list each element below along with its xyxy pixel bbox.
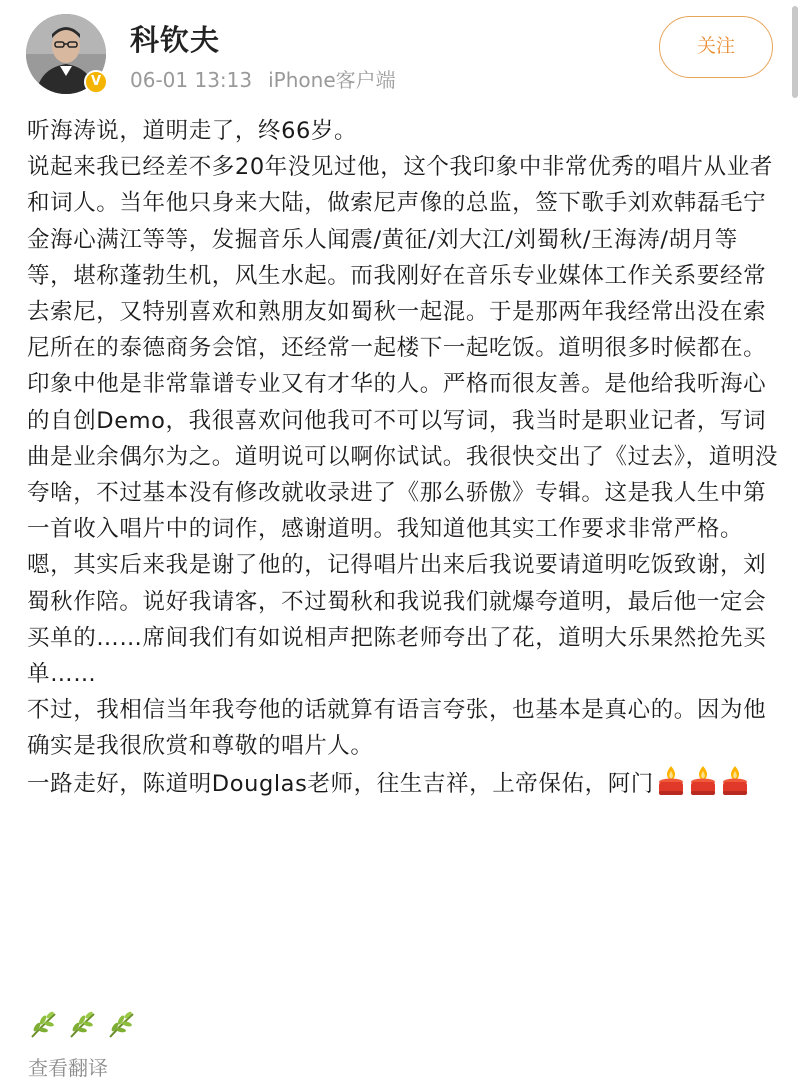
candle-icon xyxy=(656,765,686,797)
post-paragraph: 不过，我相信当年我夸他的话就算有语言夸张，也基本是真心的。因为他确实是我很欣赏和尊敬的唱片人。 xyxy=(27,697,767,760)
candle-icon xyxy=(720,765,750,797)
olive-branch-icon xyxy=(106,1010,136,1040)
author-name[interactable]: 科钦夫 xyxy=(130,23,221,57)
post-paragraph-text: 一路走好，陈道明Douglas老师，往生吉祥，上帝保佑，阿门 xyxy=(27,770,654,797)
post-paragraph: 嗯，其实后来我是谢了他的，记得唱片出来后我说要请道明吃饭致谢，刘蜀秋作陪。说好我请客，不过蜀秋和我说我们就爆夸道明，最后他一定会买单的……席间我们有如说相声把陈老师夸出了花，道明大乐果然抢先买单…… xyxy=(27,552,767,688)
view-translation-link[interactable]: 查看翻译 xyxy=(28,1056,108,1080)
olive-branch-emoji-row xyxy=(28,1010,140,1040)
olive-branch-icon xyxy=(28,1010,58,1040)
candle-icon xyxy=(688,765,718,797)
post-header xyxy=(0,0,800,118)
post-paragraph: 听海涛说，道明走了，终66岁。 xyxy=(27,118,358,144)
post-meta xyxy=(130,64,396,93)
follow-button[interactable]: 关注 xyxy=(659,16,773,78)
candle-emoji-group xyxy=(656,765,752,808)
post-body xyxy=(27,113,779,808)
olive-branch-icon xyxy=(67,1010,97,1040)
post-paragraph-last xyxy=(27,765,779,808)
post-paragraph: 印象中他是非常靠谱专业又有才华的人。严格而很友善。是他给我听海心的自创Demo，我很喜欢问他我可不可以写词，我当时是职业记者，写词曲是业余偶尔为之。道明说可以啊你试试。我很快交出了《过去》，道明没夸啥，不过基本没有修改就收录进了《那么骄傲》专辑。这是我人生中第一首收入唱片中的词作，感谢道明。我知道他其实工作要求非常严格。 xyxy=(27,371,779,543)
post-paragraph: 说起来我已经差不多20年没见过他，这个我印象中非常优秀的唱片从业者和词人。当年他只身来大陆，做索尼声像的总监，签下歌手刘欢韩磊毛宁金海心满江等等，发掘音乐人闻震/黄征/刘大江/刘蜀秋/王海涛/胡月等等，堪称蓬勃生机，风生水起。而我刚好在音乐专业媒体工作关系要经常去索尼，又特别喜欢和熟朋友如蜀秋一起混。于是那两年我经常出没在索尼所在的泰德商务会馆，还经常一起楼下一起吃饭。道明很多时候都在。 xyxy=(27,154,773,362)
post-timestamp: 06-01 13:13 xyxy=(130,68,253,92)
verified-badge-icon: V xyxy=(84,70,108,94)
post-source: iPhone客户端 xyxy=(268,68,396,92)
